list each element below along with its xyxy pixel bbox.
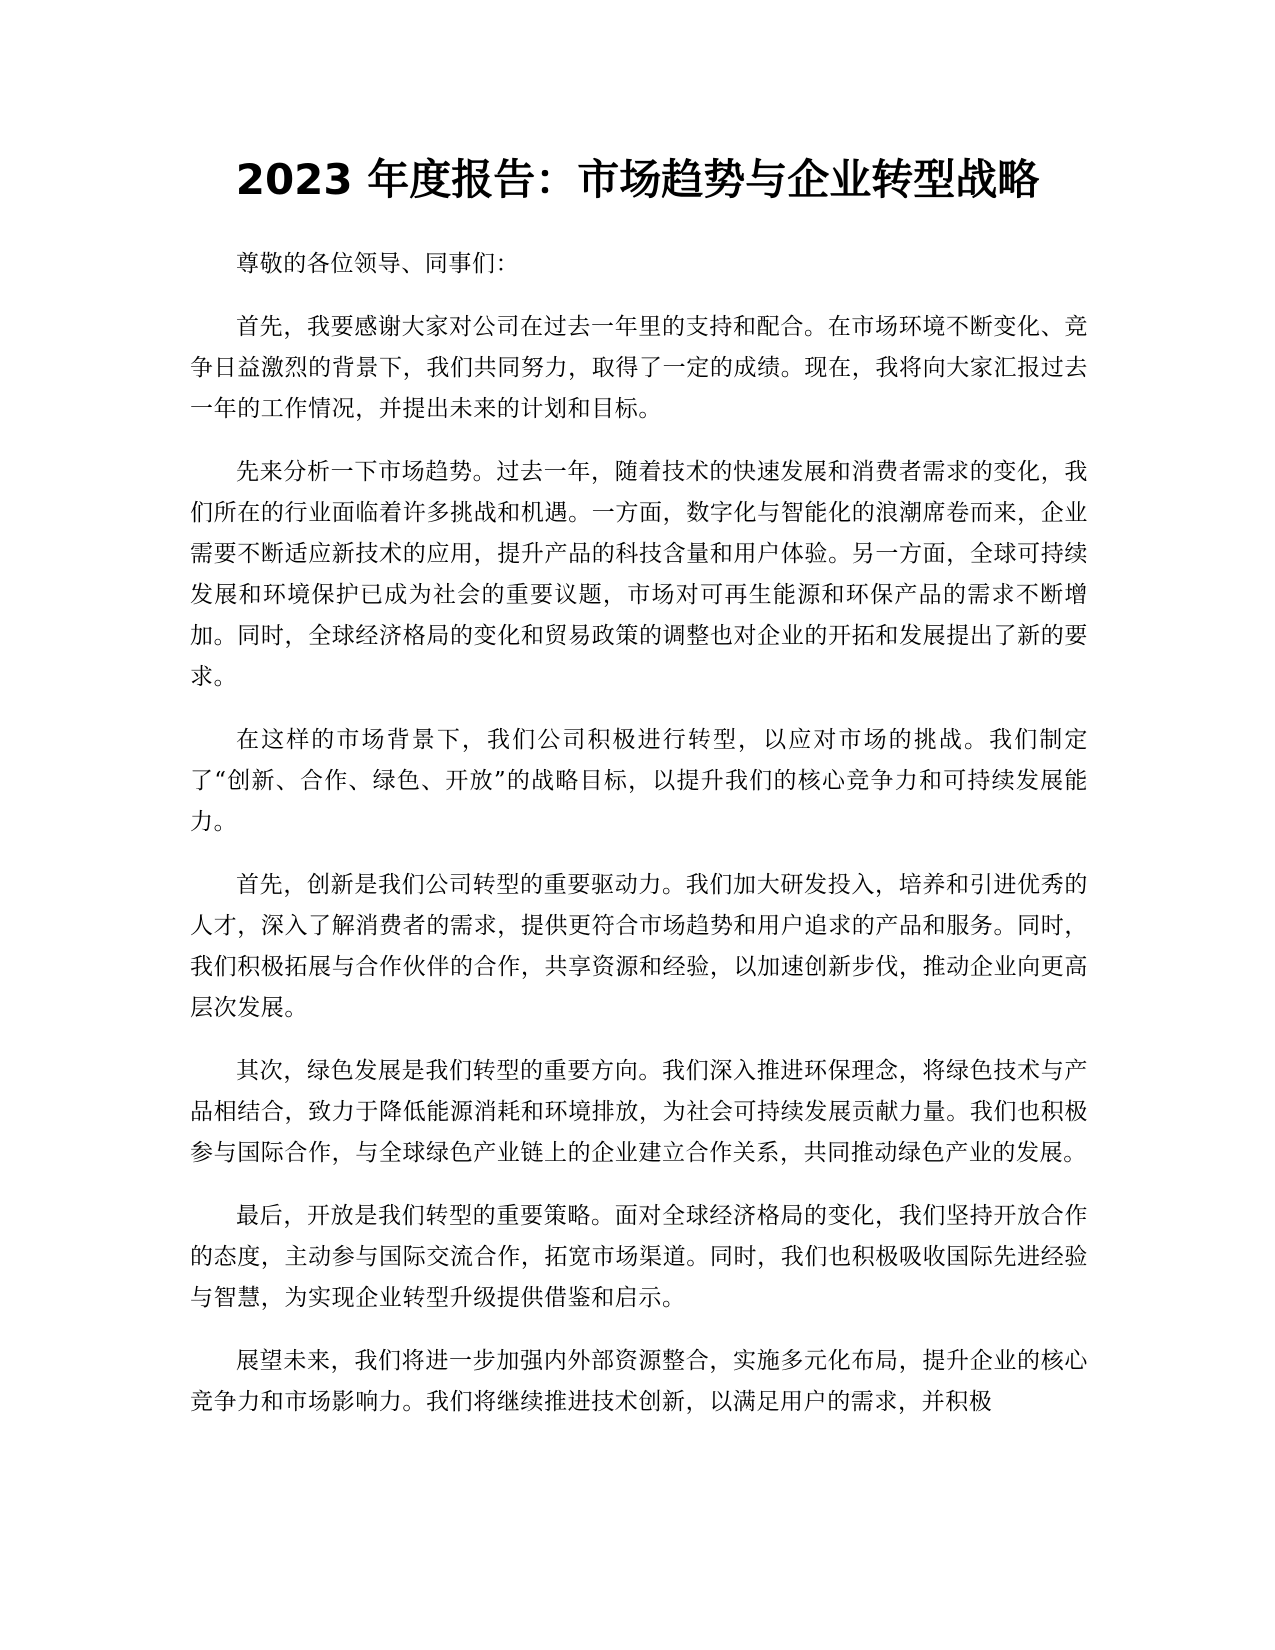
paragraph-outlook: 展望未来，我们将进一步加强内外部资源整合，实施多元化布局，提升企业的核心竞争力和市场影响力。我们将继续推进技术创新，以满足用户的需求，并积极	[190, 1348, 1088, 1415]
salutation: 尊敬的各位领导、同事们：	[236, 251, 520, 277]
paragraph-openness: 最后，开放是我们转型的重要策略。面对全球经济格局的变化，我们坚持开放合作的态度，主动参与国际交流合作，拓宽市场渠道。同时，我们也积极吸收国际先进经验与智慧，为实现企业转型升级提供借鉴和启示。	[190, 1203, 1088, 1311]
paragraph-transformation: 在这样的市场背景下，我们公司积极进行转型，以应对市场的挑战。我们制定了“创新、合作、绿色、开放”的战略目标，以提升我们的核心竞争力和可持续发展能力。	[190, 727, 1088, 835]
paragraph-green-development: 其次，绿色发展是我们转型的重要方向。我们深入推进环保理念，将绿色技术与产品相结合，致力于降低能源消耗和环境排放，为社会可持续发展贡献力量。我们也积极参与国际合作，与全球绿色产业链上的企业建立合作关系，共同推动绿色产业的发展。	[190, 1058, 1088, 1166]
paragraph-innovation: 首先，创新是我们公司转型的重要驱动力。我们加大研发投入，培养和引进优秀的人才，深入了解消费者的需求，提供更符合市场趋势和用户追求的产品和服务。同时，我们积极拓展与合作伙伴的合作，共享资源和经验，以加速创新步伐，推动企业向更高层次发展。	[190, 872, 1088, 1021]
paragraph-market-trends: 先来分析一下市场趋势。过去一年，随着技术的快速发展和消费者需求的变化，我们所在的行业面临着许多挑战和机遇。一方面，数字化与智能化的浪潮席卷而来，企业需要不断适应新技术的应用，提升产品的科技含量和用户体验。另一方面，全球可持续发展和环境保护已成为社会的重要议题，市场对可再生能源和环保产品的需求不断增加。同时，全球经济格局的变化和贸易政策的调整也对企业的开拓和发展提出了新的要求。	[190, 459, 1088, 690]
paragraph-thanks: 首先，我要感谢大家对公司在过去一年里的支持和配合。在市场环境不断变化、竞争日益激烈的背景下，我们共同努力，取得了一定的成绩。现在，我将向大家汇报过去一年的工作情况，并提出未来的计划和目标。	[190, 314, 1088, 422]
document-title: 2023 年度报告：市场趋势与企业转型战略	[235, 155, 1040, 204]
document-body	[190, 244, 1088, 1445]
